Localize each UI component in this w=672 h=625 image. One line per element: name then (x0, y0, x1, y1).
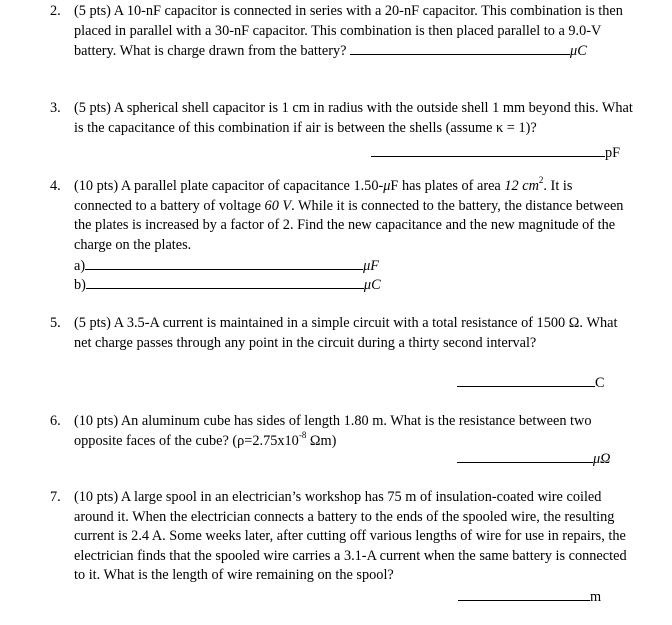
answer-part-a (74, 256, 379, 277)
answer-line (458, 587, 601, 608)
question-text-line: (10 pts) A parallel plate capacitor of capacitance 1.50-μF has plates of area 12 $cm^2$. It is (74, 175, 573, 194)
question-text-line: net charge passes through any point in the circuit during a thirty second interval? (74, 334, 537, 351)
question-text-line: to it. What is the length of wire remaining on the spool? (74, 567, 394, 584)
question-text-line: charge on the plates. (74, 236, 192, 253)
answer-unit: m (590, 589, 602, 605)
answer-line (371, 143, 620, 164)
answer-line (457, 449, 611, 470)
question-number: 6. (50, 413, 61, 429)
question-text-line: (5 pts) A spherical shell capacitor is 1 cm in radius with the outside shell 1 mm beyond this. What (74, 100, 633, 116)
question-text: battery. What is charge drawn from the battery? (74, 43, 351, 60)
answer-unit: μF (363, 258, 380, 274)
question-text-line: the plates is increased by a factor of 2. Find the new capacitance and the new magnitude of the (74, 217, 616, 234)
question-text-line: connected to a battery of voltage 60 V. While it is connected to the battery, the distance between (74, 197, 624, 214)
answer-part-b (74, 275, 381, 296)
answer-line (457, 373, 605, 394)
answer-unit: pF (605, 145, 621, 161)
answer-blank[interactable] (86, 275, 364, 289)
answer-blank[interactable] (457, 373, 595, 387)
question-text-line: (5 pts) A 3.5-A current is maintained in a simple circuit with a total resistance of 1500 Ω. What (74, 315, 618, 331)
question-number: 3. (50, 100, 61, 116)
answer-blank[interactable] (371, 143, 605, 157)
question-text-line: current is 2.4 A. Some weeks later, after cutting off various lengths of wire for use in repairs, the (74, 528, 626, 545)
question-text-line (74, 41, 587, 62)
answer-unit: μC (570, 43, 587, 60)
question-text-line: (5 pts) A 10-nF capacitor is connected in series with a 20-nF capacitor. This combination is then (74, 3, 623, 19)
answer-blank[interactable] (350, 41, 570, 55)
question-text-line: (10 pts) An aluminum cube has sides of length 1.80 m. What is the resistance between two (74, 413, 592, 429)
question-text-line: is the capacitance of this combination if air is between the shells (assume κ = 1)? (74, 119, 537, 136)
answer-unit: μΩ (593, 451, 611, 467)
part-label: b) (74, 277, 86, 293)
question-text-line: opposite faces of the cube? ($\rho=2.75x10^{-8}$ Ωm) (74, 429, 337, 449)
question-text-line: placed in parallel with a 30-nF capacitor. This combination is then placed parallel to a 9.0-V (74, 22, 602, 39)
question-number: 7. (50, 489, 61, 505)
question-number: 4. (50, 178, 61, 194)
answer-blank[interactable] (85, 256, 363, 270)
answer-blank[interactable] (457, 449, 593, 463)
part-label: a) (74, 258, 86, 274)
answer-blank[interactable] (458, 587, 590, 601)
question-number: 2. (50, 3, 61, 19)
question-number: 5. (50, 315, 61, 331)
answer-unit: C (595, 375, 605, 391)
question-text-line: (10 pts) A large spool in an electrician’s workshop has 75 m of insulation-coated wire coiled (74, 489, 602, 505)
question-text-line: electrician finds that the spooled wire carries a 3.1-A current when the same battery is connected (74, 547, 627, 564)
question-text-line: around it. When the electrician connects a battery to the ends of the spooled wire, the resulting (74, 508, 615, 525)
answer-unit: μC (363, 277, 381, 293)
